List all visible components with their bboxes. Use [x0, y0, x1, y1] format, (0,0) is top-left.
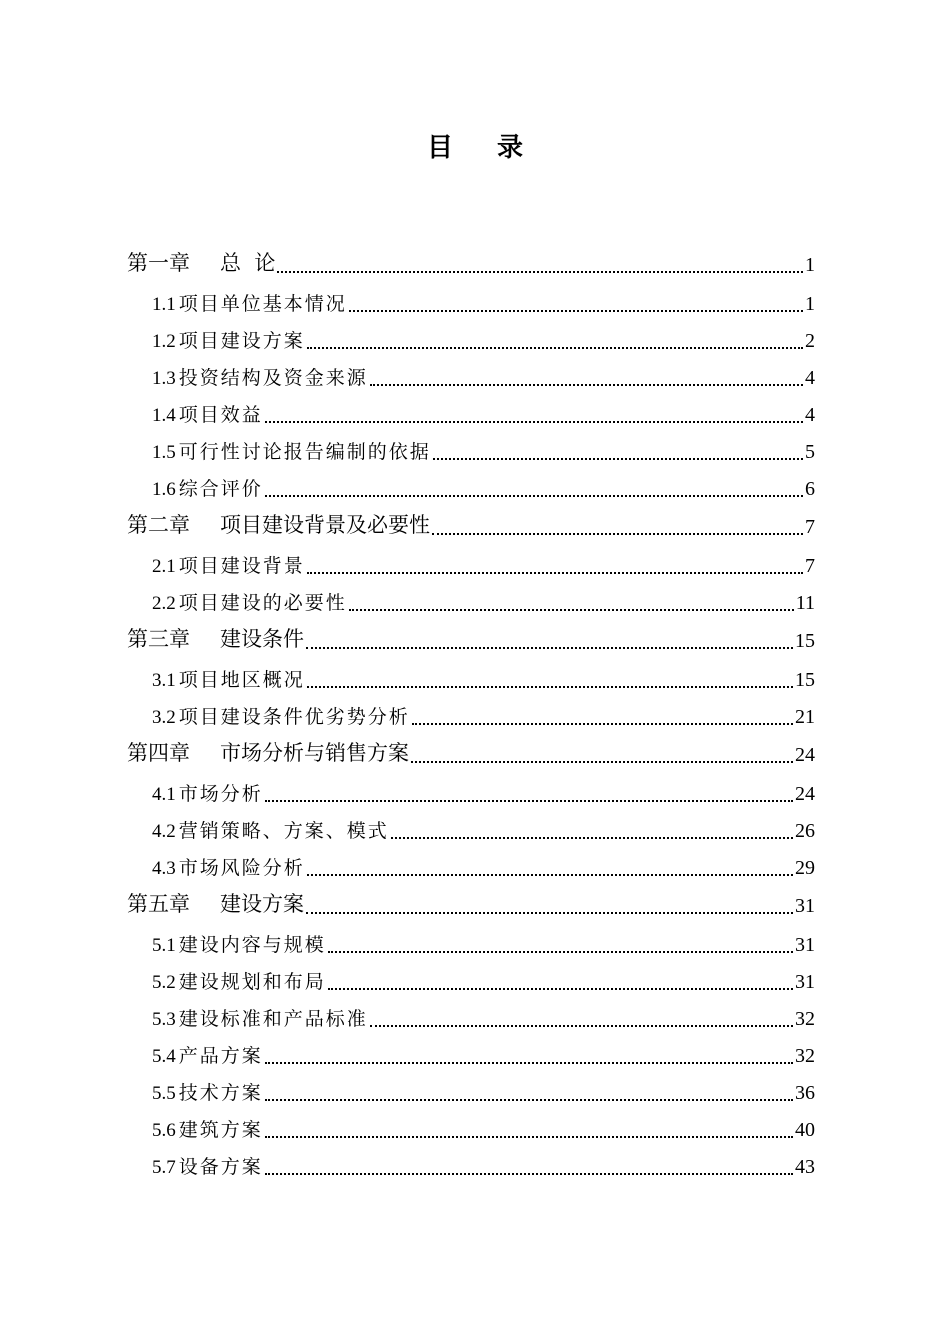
- toc-label: 项目建设背景及必要性: [220, 513, 430, 537]
- toc-dot-leader: [370, 368, 803, 390]
- toc-label: 市场分析: [178, 783, 263, 805]
- toc-dot-leader: [349, 294, 803, 316]
- toc-page-number: 24: [795, 783, 815, 805]
- toc-chapter-3[interactable]: [127, 623, 815, 653]
- toc-page-number: 7: [805, 555, 815, 577]
- toc-dot-leader: [307, 858, 793, 880]
- toc-label: 建设条件: [220, 627, 304, 651]
- toc-number: 1.5: [152, 442, 176, 463]
- toc-number: 5.7: [152, 1157, 176, 1178]
- toc-dot-leader: [265, 1157, 793, 1179]
- toc-label: 项目效益: [178, 404, 263, 426]
- toc-page-number: 1: [805, 293, 815, 315]
- toc-number: 1.3: [152, 368, 176, 389]
- toc-section-2-2[interactable]: [152, 585, 815, 615]
- toc-label: 综合评价: [178, 478, 263, 500]
- toc-section-1-2[interactable]: [152, 323, 815, 353]
- toc-dot-leader: [265, 405, 803, 427]
- toc-number: 5.6: [152, 1120, 176, 1141]
- toc-label: 设备方案: [178, 1156, 263, 1178]
- toc-page-number: 7: [805, 516, 815, 538]
- toc-dot-leader: [306, 896, 793, 918]
- toc-section-1-1[interactable]: [152, 286, 815, 316]
- toc-chapter-2[interactable]: [127, 509, 815, 539]
- toc-number: 4.3: [152, 858, 176, 879]
- toc-page-number: 24: [795, 744, 815, 766]
- toc-number: 4.2: [152, 821, 176, 842]
- toc-page-number: 31: [795, 971, 815, 993]
- toc-page-number: 21: [795, 706, 815, 728]
- toc-dot-leader: [412, 707, 793, 729]
- toc-number: 5.5: [152, 1083, 176, 1104]
- toc-number: 1.6: [152, 479, 176, 500]
- toc-dot-leader: [433, 442, 803, 464]
- toc-dot-leader: [265, 784, 793, 806]
- toc-label: 建筑方案: [178, 1119, 263, 1141]
- toc-label: 项目建设方案: [178, 330, 305, 352]
- toc-label: 建设方案: [220, 892, 304, 916]
- toc-label: 项目建设条件优劣势分析: [178, 706, 410, 728]
- toc-number: 第四章: [127, 741, 190, 765]
- title-char-2: 录: [497, 133, 524, 163]
- toc-dot-leader: [349, 593, 794, 615]
- toc-page-number: 43: [795, 1156, 815, 1178]
- toc-section-5-2[interactable]: [152, 964, 815, 994]
- toc-chapter-5[interactable]: [127, 888, 815, 918]
- toc-dot-leader: [265, 1083, 793, 1105]
- toc-section-5-1[interactable]: [152, 927, 815, 957]
- toc-dot-leader: [307, 331, 803, 353]
- toc-number: 5.2: [152, 972, 176, 993]
- toc-section-3-2[interactable]: [152, 699, 815, 729]
- toc-page-number: 32: [795, 1008, 815, 1030]
- toc-dot-leader: [328, 935, 793, 957]
- toc-page-number: 40: [795, 1119, 815, 1141]
- toc-page-number: 11: [795, 592, 815, 614]
- toc-number: 第一章: [127, 251, 190, 275]
- toc-page-number: 6: [805, 478, 815, 500]
- toc-chapter-1[interactable]: [127, 247, 815, 277]
- toc-page-number: 4: [805, 404, 815, 426]
- toc-dot-leader: [307, 670, 793, 692]
- toc-section-4-1[interactable]: [152, 776, 815, 806]
- toc-section-1-4[interactable]: [152, 397, 815, 427]
- toc-label: 项目建设背景: [178, 555, 305, 577]
- toc-label: 投资结构及资金来源: [178, 367, 368, 389]
- toc-label: 营销策略、方案、模式: [178, 820, 389, 842]
- toc-page-number: 29: [795, 857, 815, 879]
- toc-label: 建设内容与规模: [178, 934, 326, 956]
- toc-label: 可行性讨论报告编制的依据: [178, 441, 431, 463]
- toc-number: 5.1: [152, 935, 176, 956]
- toc-number: 1.1: [152, 294, 176, 315]
- toc-dot-leader: [265, 1046, 793, 1068]
- toc-section-5-3[interactable]: [152, 1001, 815, 1031]
- toc-section-5-7[interactable]: [152, 1149, 815, 1179]
- toc-label: 项目地区概况: [178, 669, 305, 691]
- title-char-1: 目: [426, 133, 453, 163]
- page-title: [0, 128, 950, 168]
- toc-number: 5.4: [152, 1046, 176, 1067]
- toc-label: 技术方案: [178, 1082, 263, 1104]
- toc-dot-leader: [411, 745, 793, 767]
- toc-number: 5.3: [152, 1009, 176, 1030]
- toc-label: 产品方案: [178, 1045, 263, 1067]
- toc-section-2-1[interactable]: [152, 548, 815, 578]
- toc-page-number: 15: [795, 630, 815, 652]
- toc-label: 建设标准和产品标准: [178, 1008, 368, 1030]
- toc-page-number: 31: [795, 895, 815, 917]
- toc-label: 市场分析与销售方案: [220, 741, 409, 765]
- toc-page-number: 26: [795, 820, 815, 842]
- toc-number: 第三章: [127, 627, 190, 651]
- toc-number: 1.2: [152, 331, 176, 352]
- toc-label: 总 论: [220, 251, 276, 275]
- toc-number: 3.2: [152, 707, 176, 728]
- toc-page-number: 2: [805, 330, 815, 352]
- toc-number: 2.1: [152, 556, 176, 577]
- toc-page-number: 32: [795, 1045, 815, 1067]
- toc-number: 1.4: [152, 405, 176, 426]
- toc-label: 项目单位基本情况: [178, 293, 347, 315]
- toc-section-5-6[interactable]: [152, 1112, 815, 1142]
- toc-dot-leader: [432, 517, 803, 539]
- toc-label: 市场风险分析: [178, 857, 305, 879]
- toc-page-number: 36: [795, 1082, 815, 1104]
- toc-section-3-1[interactable]: [152, 662, 815, 692]
- toc-label: 建设规划和布局: [178, 971, 326, 993]
- toc-page-number: 5: [805, 441, 815, 463]
- toc-dot-leader: [370, 1009, 793, 1031]
- toc-section-5-5[interactable]: [152, 1075, 815, 1105]
- toc-page-number: 15: [795, 669, 815, 691]
- toc-number: 4.1: [152, 784, 176, 805]
- toc-page-number: 31: [795, 934, 815, 956]
- toc-number: 第五章: [127, 892, 190, 916]
- toc-section-1-6[interactable]: [152, 471, 815, 501]
- toc-dot-leader: [265, 1120, 793, 1142]
- toc-dot-leader: [307, 556, 803, 578]
- toc-dot-leader: [306, 631, 793, 653]
- toc-dot-leader: [391, 821, 793, 843]
- toc-dot-leader: [328, 972, 793, 994]
- toc-page-number: 1: [805, 254, 815, 276]
- toc-section-4-3[interactable]: [152, 850, 815, 880]
- toc-number: 3.1: [152, 670, 176, 691]
- toc-page-number: 4: [805, 367, 815, 389]
- toc-dot-leader: [265, 479, 803, 501]
- toc-section-4-2[interactable]: [152, 813, 815, 843]
- toc-number: 2.2: [152, 593, 176, 614]
- toc-section-1-5[interactable]: [152, 434, 815, 464]
- toc-section-1-3[interactable]: [152, 360, 815, 390]
- toc-number: 第二章: [127, 513, 190, 537]
- toc-label: 项目建设的必要性: [178, 592, 347, 614]
- toc-section-5-4[interactable]: [152, 1038, 815, 1068]
- toc-chapter-4[interactable]: [127, 737, 815, 767]
- toc-dot-leader: [277, 255, 803, 277]
